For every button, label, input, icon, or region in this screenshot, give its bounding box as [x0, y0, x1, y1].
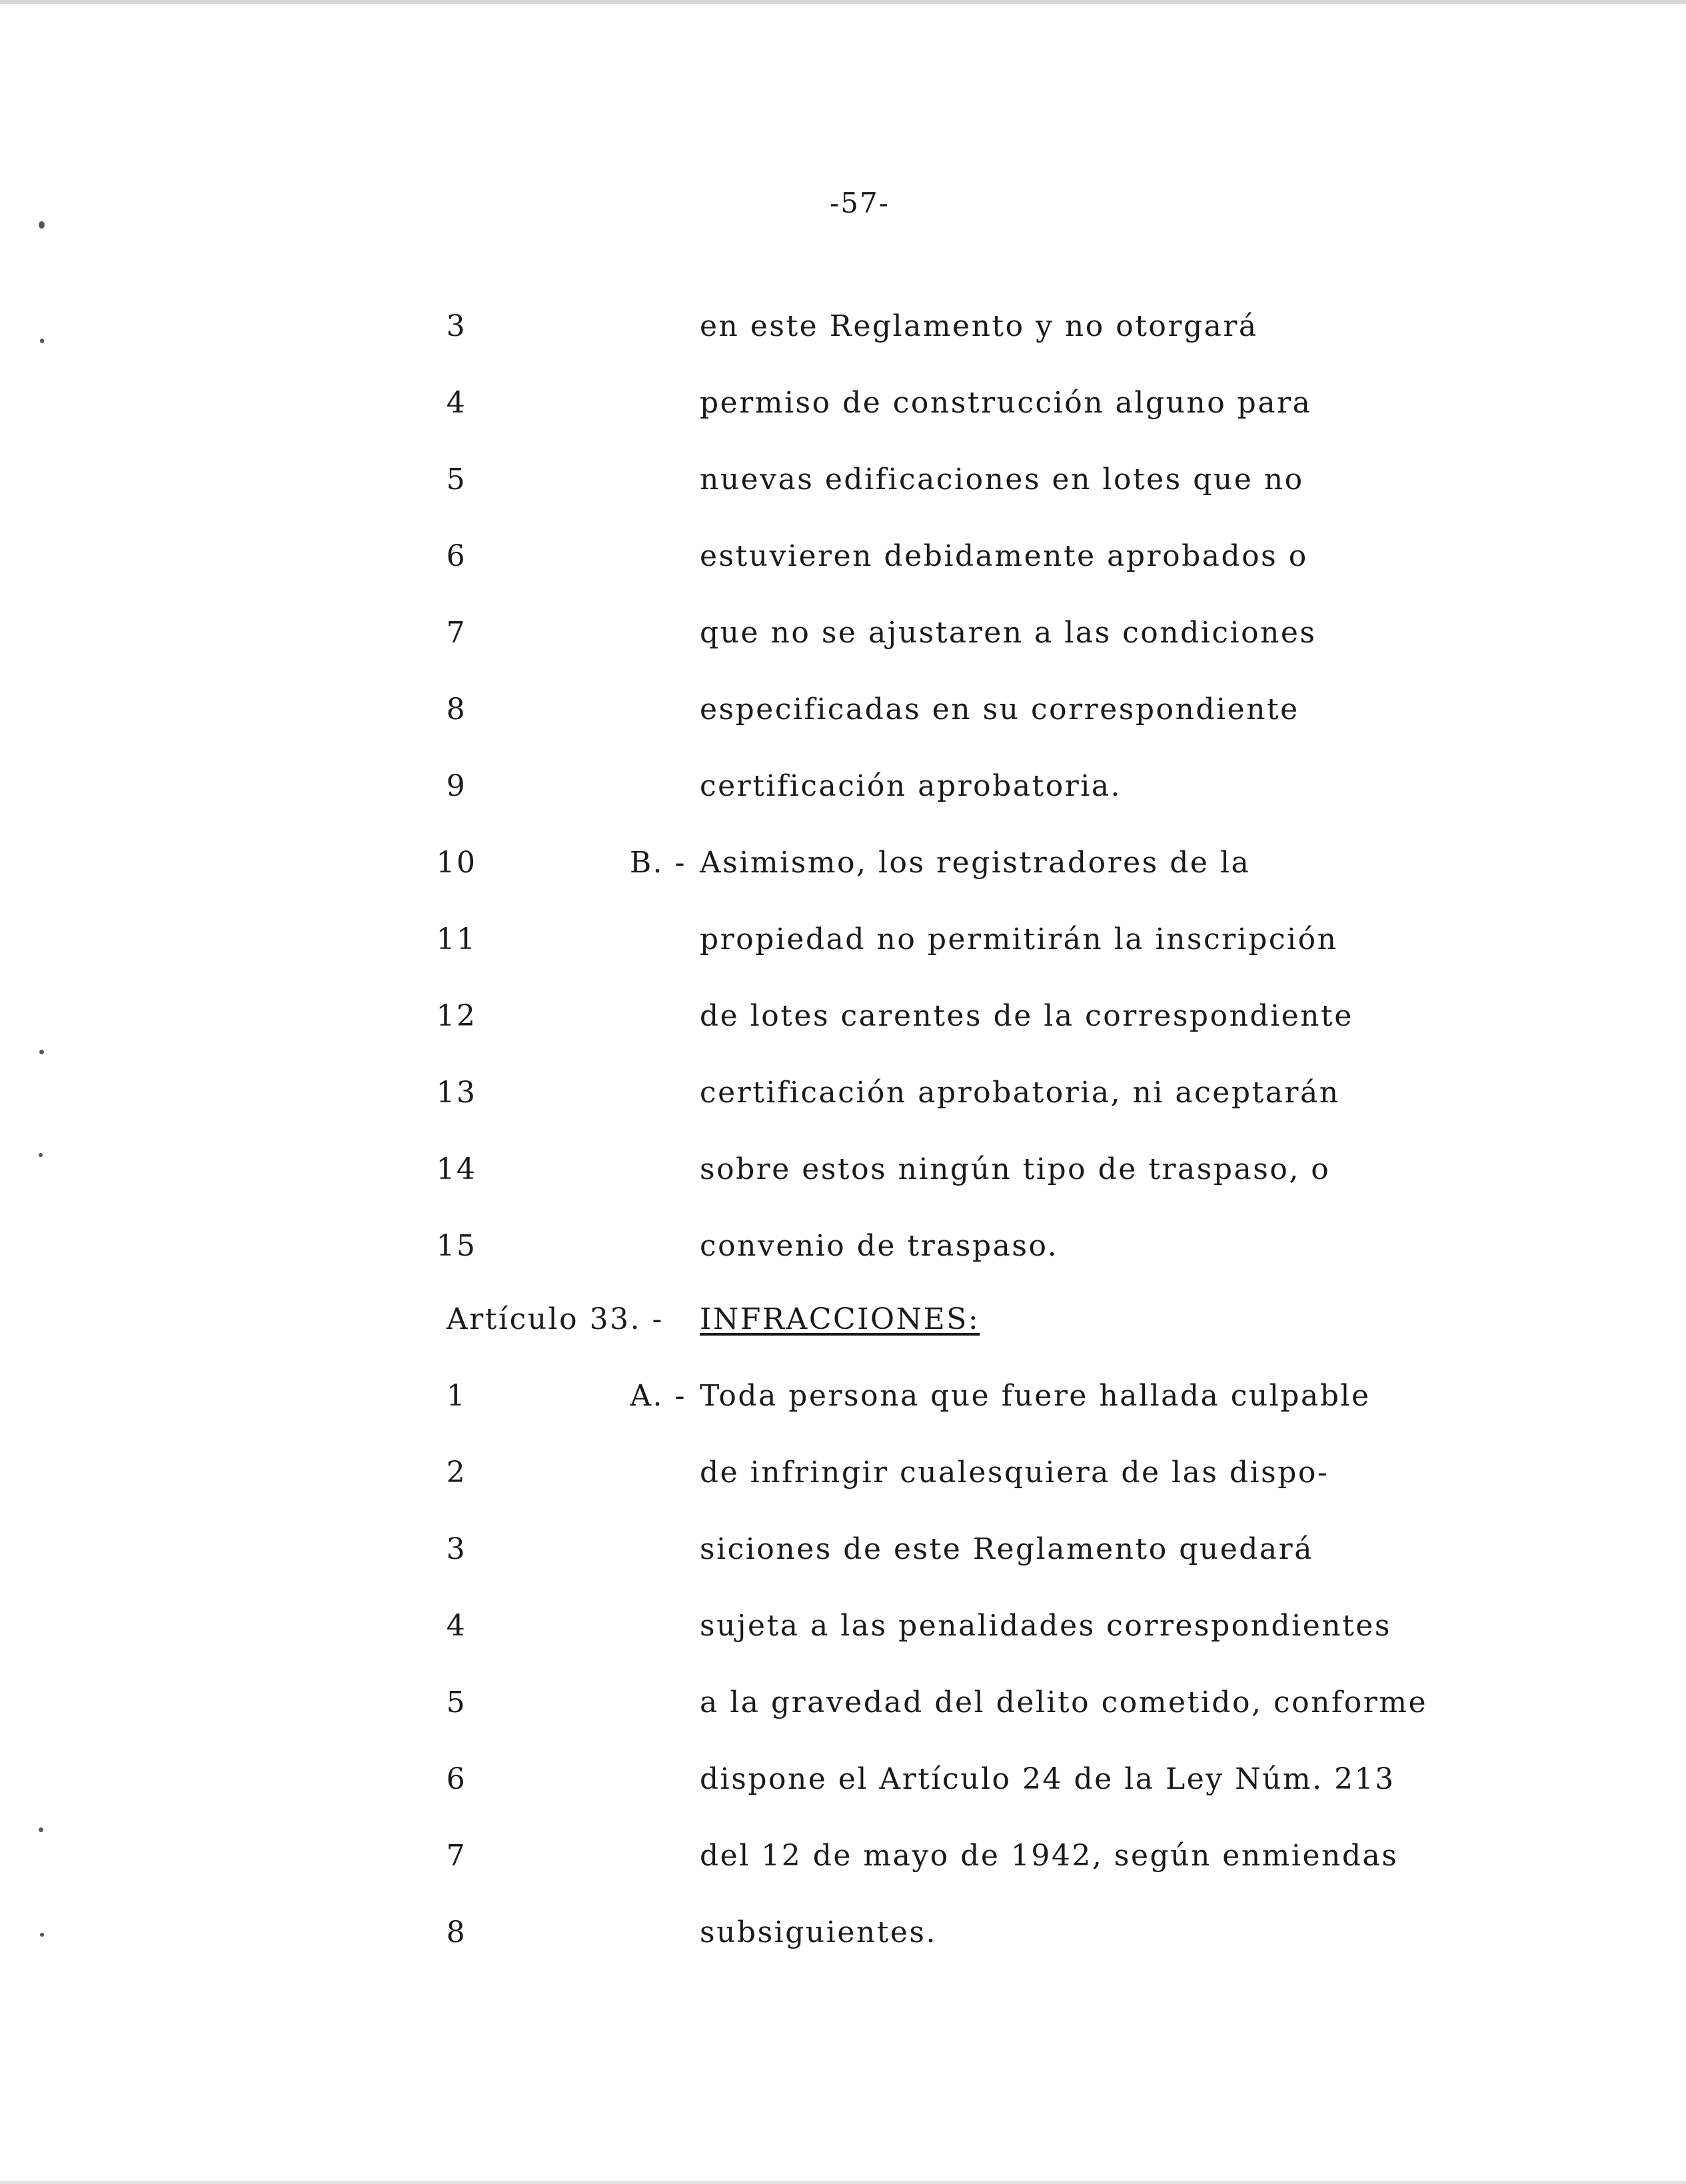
numbered-line: [0, 1829, 1686, 1883]
numbered-line: [0, 1906, 1686, 1959]
line-text: siciones de este Reglamento quedará: [700, 1532, 1313, 1566]
numbered-line: [0, 1600, 1686, 1653]
section-marker: B. -: [629, 846, 686, 880]
page-bottom-edge: [0, 2181, 1686, 2184]
numbered-line: [0, 530, 1686, 583]
line-number: 12: [436, 999, 477, 1033]
numbered-line: [0, 377, 1686, 430]
line-text: propiedad no permitirán la inscripción: [700, 922, 1338, 956]
line-text: subsiguientes.: [700, 1915, 937, 1949]
numbered-line: [0, 1220, 1686, 1273]
numbered-line: [0, 453, 1686, 507]
line-number: 3: [446, 1532, 467, 1566]
section-marker: A. -: [630, 1379, 686, 1413]
numbered-line: [0, 606, 1686, 660]
line-number: 5: [446, 1685, 467, 1719]
line-text: sujeta a las penalidades correspondientes: [700, 1609, 1391, 1643]
page-number: -57-: [830, 187, 890, 219]
article-heading: [0, 1293, 1686, 1346]
line-number: 9: [446, 769, 467, 803]
line-number: 6: [446, 1762, 467, 1796]
numbered-line: [0, 760, 1686, 813]
line-number: 10: [436, 846, 477, 880]
line-text: sobre estos ningún tipo de traspaso, o: [700, 1152, 1331, 1186]
numbered-line: [0, 1676, 1686, 1729]
article-title: INFRACCIONES:: [700, 1302, 980, 1336]
line-number: 1: [446, 1379, 467, 1413]
line-number: 4: [446, 386, 467, 420]
line-text: del 12 de mayo de 1942, según enmiendas: [700, 1839, 1399, 1873]
line-number: 3: [446, 309, 467, 343]
line-number: 4: [446, 1609, 467, 1643]
line-text: nuevas edificaciones en lotes que no: [700, 463, 1304, 497]
line-number: 2: [446, 1456, 467, 1490]
numbered-line: [0, 913, 1686, 966]
line-number: 13: [436, 1076, 477, 1110]
numbered-line: [0, 1523, 1686, 1576]
line-number: 14: [436, 1152, 477, 1186]
numbered-line: [0, 990, 1686, 1043]
line-text: Asimismo, los registradores de la: [700, 846, 1251, 880]
line-number: 5: [446, 463, 467, 497]
numbered-line: [0, 1446, 1686, 1500]
scan-speck: [39, 1050, 44, 1054]
numbered-line: [0, 836, 1686, 890]
line-text: a la gravedad del delito cometido, conforme: [700, 1685, 1427, 1719]
page-top-edge: [0, 0, 1686, 4]
article-label: Artículo 33. -: [446, 1302, 664, 1336]
numbered-line: [0, 1143, 1686, 1196]
line-number: 8: [446, 692, 467, 726]
line-number: 7: [446, 1839, 467, 1873]
line-text: que no se ajustaren a las condiciones: [700, 616, 1317, 650]
line-text: especificadas en su correspondiente: [700, 692, 1299, 726]
line-text: de lotes carentes de la correspondiente: [700, 999, 1353, 1033]
line-text: estuvieren debidamente aprobados o: [700, 539, 1308, 573]
line-text: Toda persona que fuere hallada culpable: [700, 1379, 1371, 1413]
line-text: convenio de traspaso.: [700, 1229, 1059, 1263]
line-number: 8: [446, 1915, 467, 1949]
line-text: de infringir cualesquiera de las dispo-: [700, 1456, 1329, 1490]
line-text: certificación aprobatoria, ni aceptarán: [700, 1076, 1340, 1110]
line-number: 15: [436, 1229, 477, 1263]
line-number: 11: [436, 922, 477, 956]
numbered-line: [0, 1066, 1686, 1120]
numbered-line: [0, 1370, 1686, 1423]
line-text: certificación aprobatoria.: [700, 769, 1122, 803]
line-text: permiso de construcción alguno para: [700, 386, 1312, 420]
line-number: 6: [446, 539, 467, 573]
numbered-line: [0, 683, 1686, 736]
line-text: dispone el Artículo 24 de la Ley Núm. 213: [700, 1762, 1395, 1796]
line-text: en este Reglamento y no otorgará: [700, 309, 1258, 343]
numbered-line: [0, 1753, 1686, 1806]
scan-speck: [39, 221, 45, 229]
line-number: 7: [446, 616, 467, 650]
numbered-line: [0, 300, 1686, 353]
